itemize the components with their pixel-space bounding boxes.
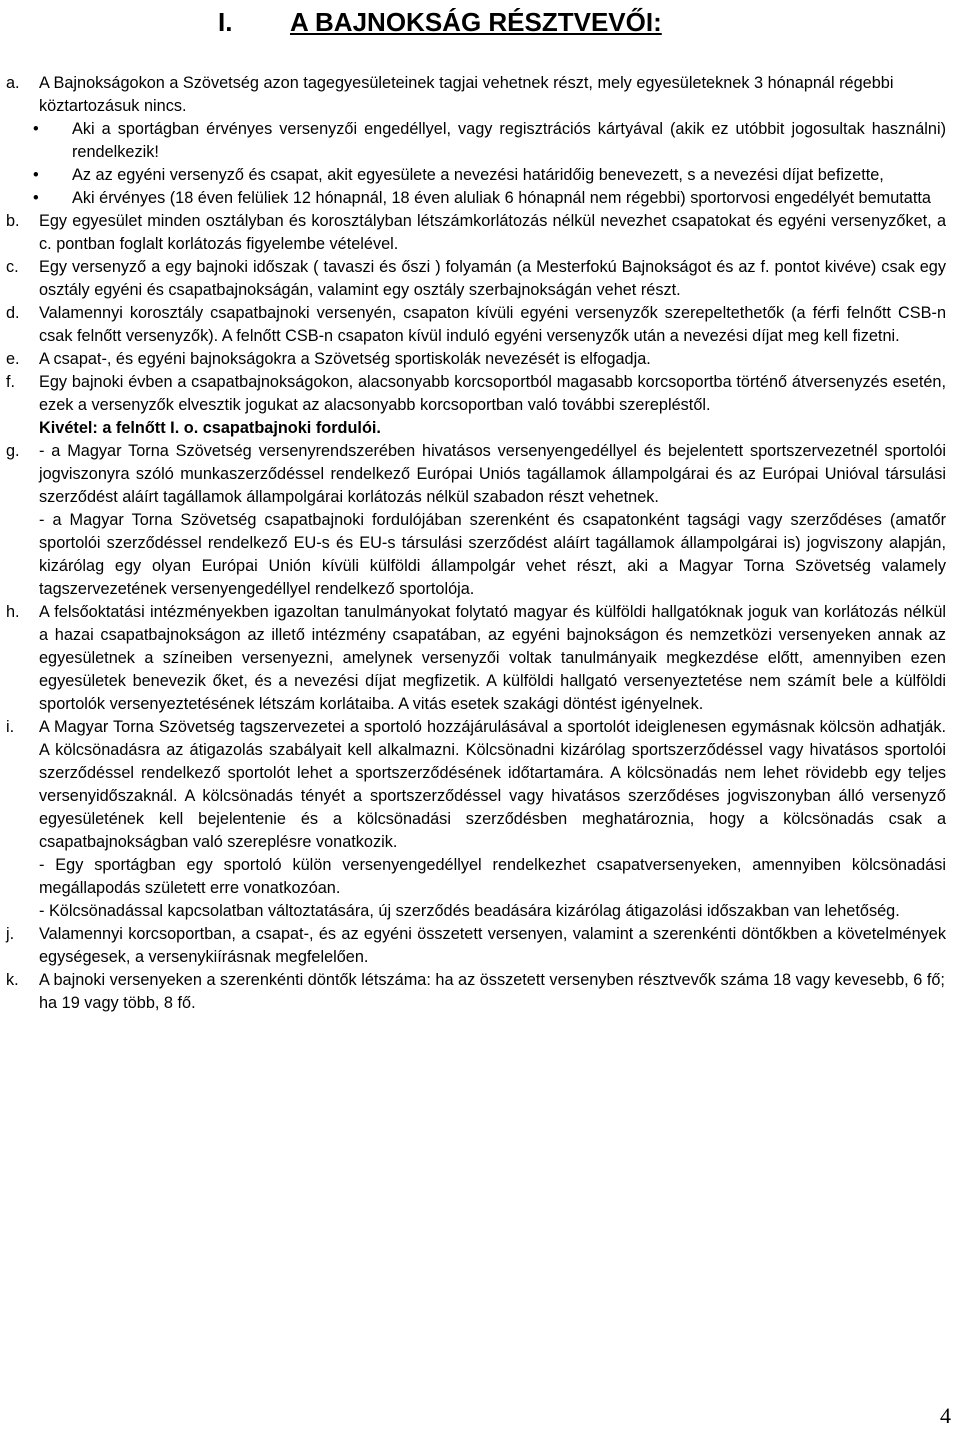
bullet-icon: • [33, 189, 39, 207]
section-label: h. [6, 603, 20, 621]
section-text: A Bajnokságokon a Szövetség azon tagegyesületeinek tagjai vehetnek részt, mely egyesületeknek 3 hónapnál régebbi köztartozásuk nincs. [39, 74, 894, 115]
section-text: Valamennyi korosztály csapatbajnoki versenyén, csapaton kívüli egyéni versenyzők szerepeltethetők (a férfi felnőtt CSB-n csak felnőtt versenyzők). A felnőtt CSB-n csapaton kívül induló egyéni versenyzők után a nevezési díjat meg kell fizetni. [39, 304, 946, 345]
section-k [6, 969, 946, 1015]
section-text: A felsőoktatási intézményekben igazoltan tanulmányokat folytató magyar és külföldi hallgatóknak joguk van korlátozás nélkül a hazai csapatbajnokságon az illető intézmény csapatában, az egyéni bajnokságon és nemzetközi versenyeken annak az egyesületnek a színeiben versenyezni, amelynek versenyzői voltak tanulmányaik megkezdése előtt, amennyiben ezen egyesületek benevezik őket, és a nevezési díjat megfizetik. A külföldi hallgató versenyeztetése nem számít bele a külföldi sportolók versenyeztetésének létszám korlátaiba. A vitás esetek szakági döntést igényelnek. [39, 603, 946, 713]
bullet-text: Az az egyéni versenyző és csapat, akit egyesülete a nevezési határidőig benevezett, s a nevezési díjat befizette, [72, 166, 884, 184]
section-a [6, 72, 946, 118]
section-label: k. [6, 971, 19, 989]
section-label: c. [6, 258, 19, 276]
page-title [218, 2, 662, 42]
bullet-icon: • [33, 120, 39, 138]
section-i [6, 716, 946, 923]
section-h [6, 601, 946, 716]
section-text: Egy versenyző a egy bajnoki időszak ( tavaszi és őszi ) folyamán (a Mesterfokú Bajnokságot és az f. pontot kivéve) csak egy osztály egyéni és csapatbajnokságán, valamint egy osztály szerbajnokságán vehet részt. [39, 258, 946, 299]
section-label: j. [6, 925, 15, 943]
section-label: a. [6, 74, 20, 92]
bullet-item [6, 118, 946, 164]
section-g [6, 440, 946, 601]
section-text: Egy egyesület minden osztályban és korosztályban létszámkorlátozás nélkül nevezhet csapatokat és egyéni versenyzőket, a c. pontban foglalt korlátozás figyelembe vételével. [39, 212, 946, 253]
section-label: d. [6, 304, 20, 322]
heading-number: I. [218, 7, 233, 37]
bullet-text: Aki a sportágban érvényes versenyzői engedéllyel, vagy regisztrációs kártyával (akik ez utóbbit jogosultak használni) rendelkezik! [72, 120, 946, 161]
section-paragraph: - a Magyar Torna Szövetség csapatbajnoki fordulójában szerenként és csapatonként tagsági vagy szerződéses (amatőr sportolói szerződéssel rendelkező EU-s és EU-s társulási szerződést aláírt tagállamok állampolgárai is) jogviszony alapján, kizárólag egy olyan Európai Unión kívüli külföldi állampolgár vehet részt, aki a Magyar Torna Szövetség valamely tagszervezetének versenyengedéllyel rendelkező sportolója. [39, 511, 946, 598]
section-label: g. [6, 442, 20, 460]
bullet-icon: • [33, 166, 39, 184]
section-c [6, 256, 946, 302]
exception-note: Kivétel: a felnőtt I. o. csapatbajnoki fordulói. [39, 419, 381, 437]
section-text: Valamennyi korcsoportban, a csapat-, és az egyéni összetett versenyen, valamint a szerenkénti döntőkben a követelmények egységesek, a versenykiírásnak megfelelően. [39, 925, 946, 966]
section-text: A csapat-, és egyéni bajnokságokra a Szövetség sportiskolák nevezését is elfogadja. [39, 350, 651, 368]
section-label: i. [6, 718, 15, 736]
section-label: f. [6, 373, 16, 391]
bullet-item [6, 164, 946, 187]
section-b [6, 210, 946, 256]
rules-list [6, 72, 946, 1015]
section-paragraph: A Magyar Torna Szövetség tagszervezetei a sportoló hozzájárulásával a sportolót ideiglenesen egymásnak kölcsön adhatják. A kölcsönadásra az átigazolás szabályait kell alkalmazni. Kölcsönadni kizárólag sportszerződéssel vagy hivatásos sportolói szerződéssel rendelkező sportolót lehet a sportszerződésének időtartamára. A kölcsönadás nem lehet rövidebb egy teljes versenyidőszaknál. A kölcsönadás tényét a sportszerződéssel vagy hivatásos szerződéses jogviszonyban álló versenyző egyesületének kell bejelentenie és a kölcsönadási szerződésben meghatároznia, hogy a kölcsönadás csak a csapatbajnokságban való szereplésre vonatkozik. [39, 718, 946, 851]
section-label: b. [6, 212, 20, 230]
section-j [6, 923, 946, 969]
section-paragraph: - Kölcsönadással kapcsolatban változtatására, új szerződés beadására kizárólag átigazolási időszakban van lehetőség. [39, 902, 900, 920]
section-e [6, 348, 946, 371]
section-text: A bajnoki versenyeken a szerenkénti döntők létszáma: ha az összetett versenyben résztvevők száma 18 vagy kevesebb, 6 fő; ha 19 vagy több, 8 fő. [39, 971, 945, 1012]
section-f [6, 371, 946, 440]
section-label: e. [6, 350, 20, 368]
section-d [6, 302, 946, 348]
bullet-item [6, 187, 946, 210]
bullet-text: Aki érvényes (18 éven felüliek 12 hónapnál, 18 éven aluliak 6 hónapnál nem régebbi) sportorvosi engedélyét bemutatta [72, 189, 931, 207]
section-paragraph: - Egy sportágban egy sportoló külön versenyengedéllyel rendelkezhet csapatversenyeken, amennyiben kölcsönadási megállapodás született erre vonatkozóan. [39, 856, 946, 897]
page-number: 4 [940, 1403, 951, 1428]
heading-text: A BAJNOKSÁG RÉSZTVEVŐI: [290, 7, 662, 37]
section-paragraph: - a Magyar Torna Szövetség versenyrendszerében hivatásos versenyengedéllyel és bejelentett sportszervezetnél sportolói jogviszonyra szóló munkaszerződéssel rendelkező Európai Uniós tagállamok állampolgárai és az Európai Unióval társulási szerződést aláírt tagállamok állampolgárai korlátozás nélkül szabadon részt vehetnek. [39, 442, 946, 506]
section-text: Egy bajnoki évben a csapatbajnokságokon, alacsonyabb korcsoportból magasabb korcsoportba történő átversenyzés esetén, ezek a versenyzők elvesztik jogukat az alacsonyabb korcsoportban való további szerepléstől. [39, 373, 946, 414]
